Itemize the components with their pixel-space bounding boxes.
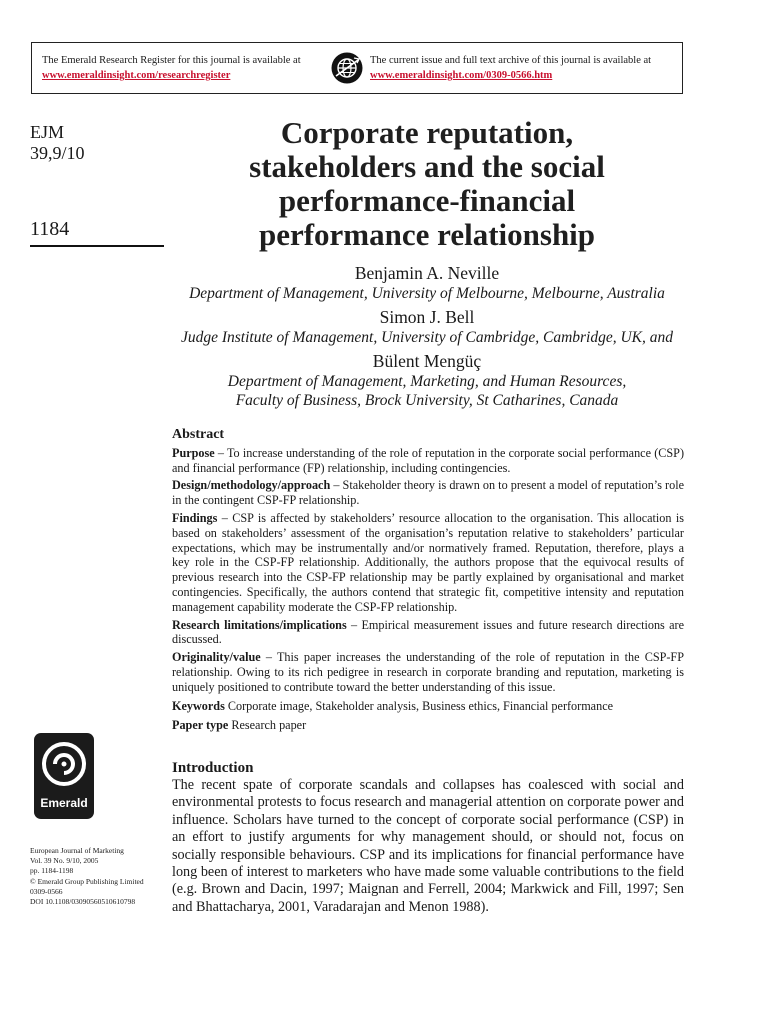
banner-right-block: [370, 53, 651, 83]
pub-info-line: pp. 1184-1198: [30, 866, 74, 876]
globe-icon: [331, 52, 363, 84]
research-register-banner: [31, 42, 683, 94]
author-affiliation: Department of Management, University of Melbourne, Melbourne, Australia: [189, 285, 665, 302]
emerald-logo-icon: [34, 733, 94, 819]
introduction-section: [172, 760, 684, 916]
abstract-originality: [172, 650, 684, 694]
abstract-heading: Abstract: [172, 427, 225, 442]
banner-left-block: [42, 53, 301, 83]
paper-type: [172, 718, 684, 733]
introduction-heading: Introduction: [172, 760, 254, 776]
emerald-logo-word: Emerald: [40, 796, 88, 810]
author-name: Bülent Mengüç: [372, 351, 482, 371]
author-name: Simon J. Bell: [379, 307, 475, 327]
publication-info: [30, 846, 170, 907]
abstract: [172, 428, 684, 733]
pub-info-line: © Emerald Group Publishing Limited: [30, 876, 144, 886]
author-affiliation: Department of Management, Marketing, and Human Resources,: [227, 373, 627, 390]
abstract-design: [172, 478, 684, 508]
pub-info-line: DOI 10.1108/03090560510610798: [30, 897, 136, 907]
abstract-label: Findings: [172, 510, 218, 525]
abstract-label: Research limitations/implications: [172, 617, 347, 632]
keywords-label: Keywords: [172, 698, 225, 713]
abstract-text: – Stakeholder theory is drawn on to present a model of reputation’s role in the contingent CSP-FP relationship.: [172, 478, 684, 508]
paper-type-text: Research paper: [228, 718, 307, 733]
abstract-text: – Empirical measurement issues and future research directions are discussed.: [172, 617, 684, 647]
page-number: 1184: [30, 218, 70, 240]
author-name: Benjamin A. Neville: [354, 263, 500, 283]
journal-code: [30, 122, 85, 164]
paper-type-label: Paper type: [172, 718, 229, 733]
article-title: [172, 116, 682, 252]
journal-volume: 39,9/10: [30, 143, 85, 163]
title-line: performance-financial: [278, 183, 576, 218]
abstract-text: – CSP is affected by stakeholders’ resource allocation to the organisation. This allocation is based on stakeholders’ assessment of the organisation’s reputation relative to stakeholders’ particular expectations, which may be instrumentally and/or normatively framed. Reputation, therefore, plays a key role in the CSP-FP relationship. Additionally, the authors propose that the equivocal results of previous research into the CSP-FP relationship may be partly explained by organisational and market contingencies. Specifically, the authors contend that strategic fit, competitive intensity and reputation management capability moderate the CSP-FP relationship.: [172, 510, 684, 614]
abstract-text: – This paper increases the understanding of the role of reputation in the CSP-FP relationship. Owing to its rich pedigree in research in corporate branding and reputation, marketing is uniquely positioned to contribute toward the better understanding of this issue.: [172, 650, 684, 694]
keywords: [172, 699, 684, 714]
keywords-text: Corporate image, Stakeholder analysis, Business ethics, Financial performance: [224, 698, 614, 713]
abstract-findings: [172, 511, 684, 615]
banner-right-text: The current issue and full text archive of this journal is available at: [370, 55, 652, 66]
research-register-link[interactable]: www.emeraldinsight.com/researchregister: [42, 70, 231, 81]
author-list: [166, 262, 688, 413]
introduction-body: The recent spate of corporate scandals and collapses has coalesced with social and environmental protests to focus research and managerial attention on corporate power and influence. Scholars have turned to the concept of corporate social performance (CSP) in an effort to justify arguments for why management should, or should not, focus on socially responsible behaviours. CSP and its implications for financial performance have long been of interest to marketers who have made some valuable contributions to the field (e.g. Brown and Dacin, 1997; Maignan and Ferrell, 2004; Markwick and Fill, 1997; Sen and Bhattacharya, 2001, Varadarajan and Menon 1988).: [172, 777, 684, 915]
pub-info-line: European Journal of Marketing: [30, 846, 124, 855]
abstract-label: Design/methodology/approach: [172, 478, 331, 493]
author-affiliation: Faculty of Business, Brock University, St Catharines, Canada: [235, 392, 619, 409]
abstract-limitations: [172, 618, 684, 648]
title-line: Corporate reputation,: [280, 115, 574, 150]
pub-info-line: 0309-0566: [30, 886, 63, 896]
pub-info-line: Vol. 39 No. 9/10, 2005: [30, 856, 99, 866]
abstract-text: – To increase understanding of the role of reputation in the corporate social performance (CSP) and financial performance (FP) relationship, including contingencies.: [172, 445, 684, 475]
journal-archive-link[interactable]: www.emeraldinsight.com/0309-0566.htm: [370, 70, 553, 81]
author-affiliation: Judge Institute of Management, University of Cambridge, Cambridge, UK, and: [180, 329, 674, 346]
abstract-label: Purpose: [172, 445, 215, 460]
abstract-purpose: [172, 446, 684, 476]
emerald-swirl-icon: [34, 733, 94, 795]
journal-abbrev: EJM: [30, 122, 65, 142]
page-number-rule: [30, 245, 164, 247]
title-line: stakeholders and the social: [249, 149, 605, 184]
banner-left-text: The Emerald Research Register for this journal is available at: [42, 55, 301, 66]
title-line: performance relationship: [258, 217, 596, 252]
abstract-label: Originality/value: [172, 650, 261, 665]
